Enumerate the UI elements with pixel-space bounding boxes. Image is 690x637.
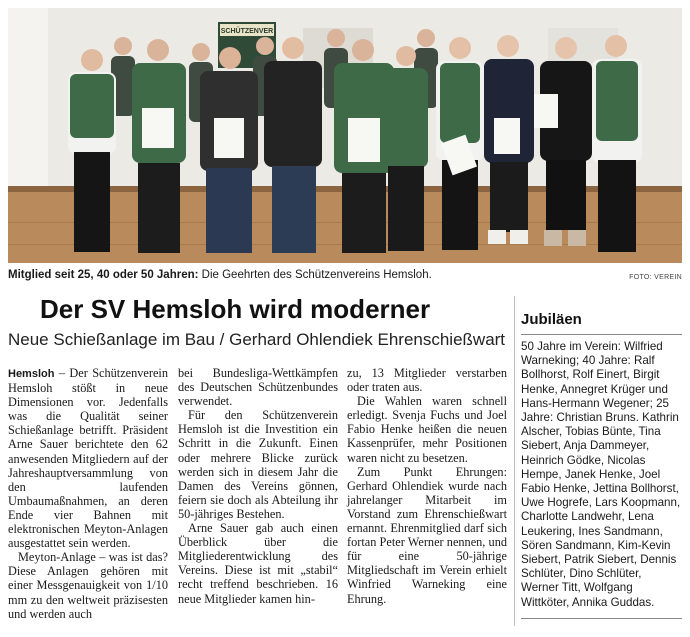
sidebar-rule — [521, 334, 682, 335]
group-photo — [8, 8, 682, 263]
article-column-1 — [8, 366, 168, 621]
article-paragraph: Für den Schützenverein Hemsloh ist die Investition ein Schritt in die Zukunft. Einen oder mehrere Blicke zurück werden sich in diesem Jahr die Damen des Vereins gönnen, feiern sie doch als Abteilung ihr 50-jähriges Bestehen. — [178, 408, 338, 521]
sidebar-title: Jubiläen — [521, 311, 582, 328]
caption-rest: Die Geehrten des Schützenvereins Hemsloh. — [198, 269, 432, 281]
article-paragraph: Meyton-Anlage – was ist das? Diese Anlagen gehören mit einer Messgenauigkeit von 1/10 mm zu den weltweit präzisesten und werden auch — [8, 550, 168, 621]
photo-caption — [8, 268, 608, 282]
dateline: Hemsloh — [8, 368, 55, 380]
article-paragraph: bei Bundesliga-Wettkämpfen des Deutschen Schützenbundes verwendet. — [178, 366, 338, 409]
caption-bold: Mitglied seit 25, 40 oder 50 Jahren: — [8, 269, 199, 281]
group-photo-illustration — [8, 8, 682, 263]
article-paragraph: Die Wahlen waren schnell erledigt. Svenja Fuchs und Joel Fabio Henke heißen die neuen Kassenprüfer, mehr Positionen waren nicht zu besetzen. — [347, 394, 507, 465]
sidebar-bottom-rule — [521, 618, 682, 619]
article-subheadline: Neue Schießanlage im Bau / Gerhard Ohlendiek Ehrenschießwart — [8, 330, 506, 349]
column-divider — [514, 296, 515, 626]
sidebar-text: 50 Jahre im Verein: Wilfried Warneking; 40 Jahre: Ralf Bollhorst, Rolf Einert, Birgit Henke, Annegret Krüger und Hans-Hermann Wegener; 25 Jahre: Christian Bruns. Kathrin Alscher, Tobias Bünte, Tina Siebert, Anja Dammeyer, Heinrich Gödke, Nicolas Hempe, Janek Henke, Joel Fabio Henke, Jettina Bollhorst, Uwe Hogrefe, Lars Koopmann, Charlotte Landwehr, Lena Leukering, Ines Sandmann, Sören Sandmann, Kim-Kevin Siebert, Patrik Siebert, Dennis Schlüter, Dino Schlüter, Werner Titt, Wolfgang Wittköter, Annika Guddas. — [521, 340, 681, 609]
article-column-2 — [178, 366, 338, 606]
photo-credit: FOTO: VEREIN — [629, 274, 682, 281]
paragraph-text: – Der Schützenverein Hemsloh stößt in neue Dimensionen vor. Jedenfalls was die Qualität seiner Schießanlage betrifft. Präsident Arne Sauer berichtete den 62 anwesenden Mitgliedern auf der Jahreshauptversammlung von den laufenden Umbaumaßnahmen, an deren Ende vier Bahnen mit elektronischen Meyton-Anlagen ausgestattet sein werden. — [8, 366, 168, 551]
article-paragraph: Arne Sauer gab auch einen Überblick über die Mitgliederentwicklung des Vereins. Diese ist mit „stabil“ recht treffend beschrieben. 16 neue Mitglieder kamen hin- — [178, 521, 338, 606]
article-paragraph: zu, 13 Mitglieder verstarben oder traten aus. — [347, 366, 507, 395]
article-column-3 — [347, 366, 507, 606]
article-paragraph — [8, 366, 168, 550]
article-paragraph: Zum Punkt Ehrungen: Gerhard Ohlendiek wurde nach jahrelanger Mitarbeit im Vorstand zum Ehrenschießwart ernannt. Ehrenmitglied darf sich fortan Peter Werner nennen, und für eine 50-jährige Mitgliedschaft im Verein erhielt Winfried Warneking eine Ehrung. — [347, 464, 507, 606]
banner-text: SCHÜTZENVER — [220, 28, 274, 35]
article-headline: Der SV Hemsloh wird moderner — [40, 294, 431, 324]
